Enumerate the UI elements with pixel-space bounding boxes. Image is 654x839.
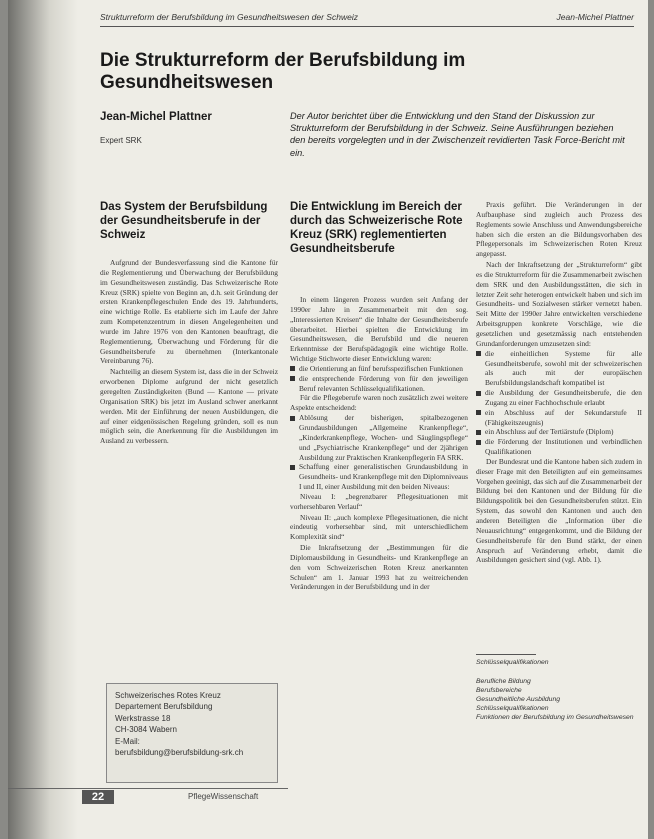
paragraph: Der Bundesrat und die Kantone haben sich zudem in dieser Frage mit den Beteiligten auf ein gemeinsames Vorgehen geeinigt, das sich auf die Zusammenarbeit der Bildung bei den Kantonen und der Bildung für die Bildungspolitik bei den Gesundheitsberufen stützt. Ein System, das sowohl den Kantonen und auch den anderen Beteiligten die „Information über die Neuausrichtung“ entgegenkommt, und die Bildung der Gesundheitsberufe für den Bund stärkt, der einen Anspruch auf Veränderung erhebt, damit die Ausbildungen gesichert sind (vgl. Abb. 1). — [476, 456, 642, 565]
paragraph: Die Inkraftsetzung der „Bestimmungen für die Diplomausbildung in Gesundheits- und Krankenpflege an den vom Schweizerischen Roten Kreuz anerkannten Schulen“ am 1. Januar 1993 hat zu weitreichenden Veränderungen in der Berufsbildung und in der — [290, 543, 468, 592]
paragraph: Nachteilig an diesem System ist, dass die in der Schweiz erworbenen Diplome aufgrund der nicht gesetzlich geregelten Zuständigkeiten (Bund — Kantone — private Organisation SRK) bis jetzt im Ausland schwer anerkannt werden. Mit der Einführung der neuen Ausbildungen, die auf einer eidgenössischen Regelung gründen, soll es nun möglich sein, die Anerkennung für die Ausbildungen im Ausland zu verbessern. — [100, 367, 278, 446]
address-box — [106, 683, 278, 783]
header-rule — [100, 26, 634, 27]
section-heading-development: Die Entwicklung im Bereich der durch das Schweizerische Rote Kreuz (SRK) reglementierten Gesundheitsberufe — [290, 201, 463, 255]
author-affiliation: Expert SRK — [100, 136, 142, 145]
address-line: E-Mail: — [115, 736, 140, 746]
footnote-line: Berufsbereiche — [476, 687, 522, 694]
paragraph: Für die Pflegeberufe waren noch zusätzlich zwei weitere Aspekte entscheidend: — [290, 393, 468, 413]
list-item: ein Abschluss auf der Sekundarstufe II (Fähigkeitszeugnis) — [476, 408, 642, 428]
column-right — [476, 200, 642, 645]
bullet-list — [290, 413, 468, 492]
list-item: die Förderung der Institutionen und verbindlichen Qualifikationen — [476, 437, 642, 457]
footnote-line: Funktionen der Berufsbildung im Gesundheitswesen — [476, 714, 634, 721]
paragraph: Praxis geführt. Die Veränderungen in der Aufbauphase sind zugleich auch Prozess des Reglements sowie Anschluss und Anwendungsbereiche haben sich die ersten an die Bildungsvorhaben des Pflegepersonals im Schweizerischen Roten Kreuz angepasst. — [476, 200, 642, 259]
list-item: die Orientierung an fünf berufsspezifischen Funktionen — [290, 364, 468, 374]
running-header-left: Strukturreform der Berufsbildung im Gesundheitswesen der Schweiz — [100, 12, 358, 22]
list-item: die entsprechende Förderung von für den jeweiligen Beruf relevanten Schlüsselqualifikationen. — [290, 374, 468, 394]
abstract: Der Autor berichtet über die Entwicklung und den Stand der Diskussion zur Strukturreform der Berufsbildung in der Schweiz. Seine Ausführungen beziehen den bereits vorgelegten und in der Zwischenzeit revidierten Task Force-Bericht mit ein. — [290, 111, 625, 158]
email-address: berufsbildung@berufsbildung-srk.ch — [115, 748, 244, 758]
paragraph: Aufgrund der Bundesverfassung sind die Kantone für die Reglementierung und Überwachung der Berufsbildung im Gesundheitswesen zuständig. Das Schweizerische Rote Kreuz (SRK) spielte von Beginn an, d.h. seit Gründung der ersten Krankenpflegeschulen Ende des 19. Jahrhunderts, eine wichtige Rolle. Es etablierte sich im Laufe der Jahre zum Kompetenzzentrum in diesen Angelegenheiten und wurde im Jahre 1976 von den Kantonen beauftragt, die Reglementierung, Überwachung und Förderung für die Gesundheitsberufe zu übernehmen (Interkantonale Vereinbarung 76). — [100, 258, 278, 366]
column-left — [100, 258, 278, 588]
footnote-block — [476, 658, 642, 722]
page-gutter-shadow — [8, 0, 78, 839]
article-title: Die Strukturreform der Berufsbildung im Gesundheitswesen — [100, 50, 466, 93]
footnote-line: Schlüsselqualifikationen — [476, 705, 549, 712]
paragraph: Niveau II: „auch komplexe Pflegesituationen, die nicht eindeutig vorhersehbar sind, mit unterschiedlichem Komplexität sind“ — [290, 512, 468, 542]
page-number: 22 — [82, 790, 114, 804]
address-line: Departement Berufsbildung — [115, 702, 213, 712]
paragraph: Niveau I: „begrenzbarer Pflegesituationen mit vorhersehbaren Verlauf“ — [290, 491, 468, 511]
footnote-rule — [476, 654, 536, 655]
section-heading-system: Das System der Berufsbildung der Gesundheitsberufe in der Schweiz — [100, 201, 268, 241]
address-line: CH-3084 Wabern — [115, 725, 177, 735]
author-name: Jean-Michel Plattner — [100, 111, 212, 123]
bullet-list — [476, 349, 642, 457]
footnote-lead: Schlüsselqualifikationen — [476, 659, 549, 666]
list-item: Ablösung der bisherigen, spitalbezogenen Grundausbildungen „Allgemeine Krankenpflege“, „Kinderkrankenpflege, Wochen- und Säuglingspflege“ und „Psychiatrische Krankenpflege“ und der 2jährigen Ausbildung zur Praktischen Krankenpflegerin FA SRK. — [290, 413, 468, 462]
footnote-line: Gesundheitliche Ausbildung — [476, 696, 561, 703]
paragraph: In einem längeren Prozess wurden seit Anfang der 1990er Jahre in Zusammenarbeit mit den sog. „Interessierten Kreisen“ die Inhalte der Gesundheitsberufe überarbeitet. Hierbei spielten die Entwicklung im Gesundheitswesen, die Berufsbild und die neueren Erkenntnisse der Berufspädagogik eine wichtige Rolle. Wichtige Stichworte dieser Entwicklung waren: — [290, 295, 468, 364]
running-header-right: Jean-Michel Plattner — [556, 12, 634, 22]
footnote-line: Berufliche Bildung — [476, 678, 531, 685]
paragraph: Nach der Inkraftsetzung der „Strukturreform“ gibt es die Strukturreform für die Zusammenarbeit zwischen dem SRK und den Ausbildungsstätten, die sich in letzter Zeit sehr heterogen entwickelt haben und sich im Gesundheits- und Sozialwesen stärker vernetzt haben. Seit Mitte der 1990er Jahre entwickelten verschiedene Arbeitsgruppen konkrete Vorschläge, wie die gesetzlichen und gesetzmässig nach entstehenden Grundanforderungen umzusetzen sind: — [476, 260, 642, 348]
address-line: Schweizerisches Rotes Kreuz — [115, 691, 221, 700]
list-item: Schaffung einer generalistischen Grundausbildung in Gesundheits- und Krankenpflege mit den Diplomniveaus I und II, einer Ausbildung mit den beiden Niveaus: — [290, 462, 468, 492]
list-item: die Ausbildung der Gesundheitsberufe, die den Zugang zu einer Fachhochschule erlaubt — [476, 388, 642, 408]
footer-rule — [8, 788, 288, 789]
document-page — [8, 0, 648, 839]
list-item: die einheitlichen Systeme für alle Gesundheitsberufe, sowohl mit der schweizerischen als auch mit der europäischen Berufsbildungslandschaft kompatibel ist — [476, 349, 642, 388]
list-item: ein Abschluss auf der Tertiärstufe (Diplom) — [476, 427, 642, 437]
column-middle — [290, 295, 468, 835]
address-line: Werkstrasse 18 — [115, 713, 171, 723]
bullet-list — [290, 364, 468, 394]
journal-name: PflegeWissenschaft — [188, 792, 259, 801]
